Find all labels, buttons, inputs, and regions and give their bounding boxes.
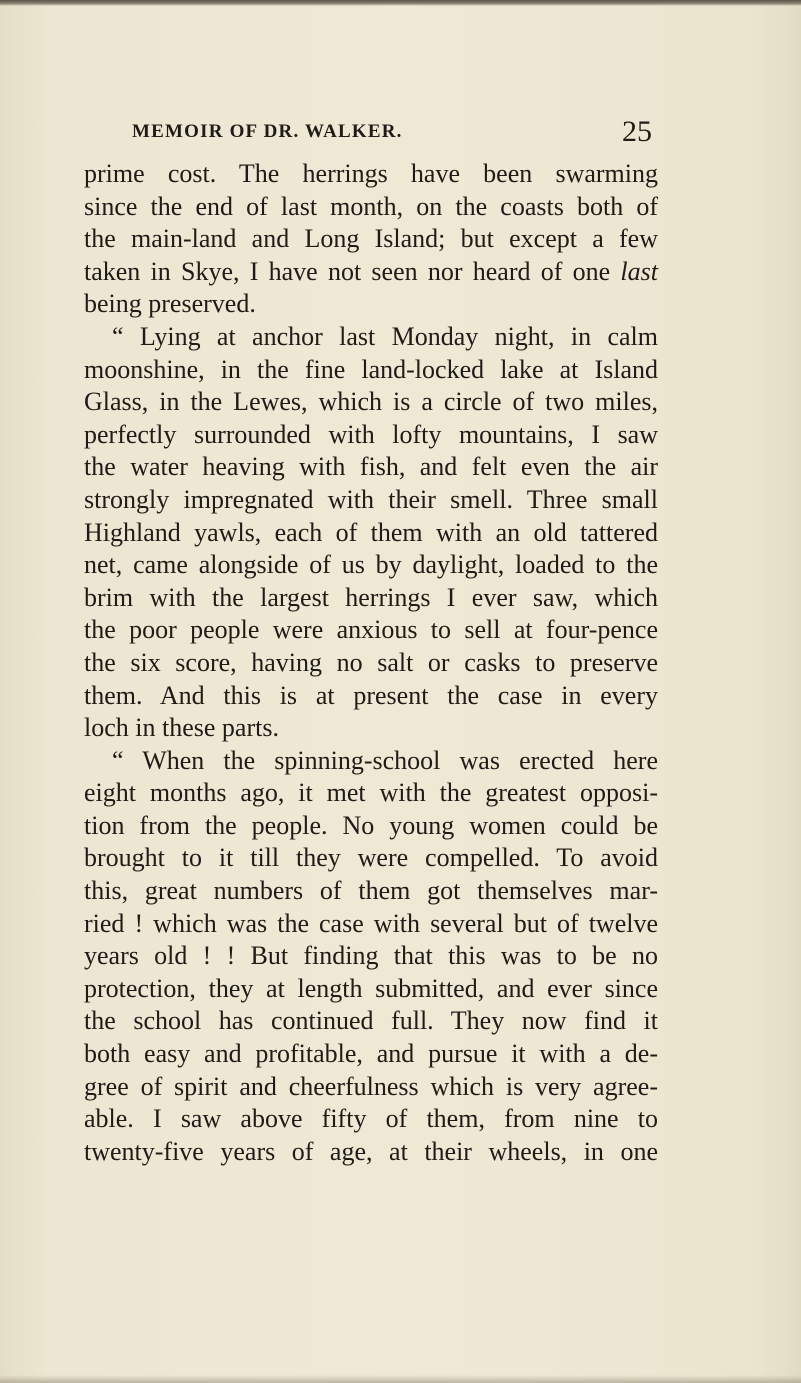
- page-number: 25: [622, 115, 652, 148]
- text-line-26: protection, they at length submitted, and ever since: [84, 973, 658, 1003]
- text-line-15: the poor people were anxious to sell at four-pence: [84, 615, 658, 645]
- text-line-30: able. I saw above fifty of them, from nine to: [84, 1104, 658, 1134]
- italic-word: last: [620, 256, 658, 286]
- text-line-9: perfectly surrounded with lofty mountains, I saw: [84, 419, 658, 449]
- body-text: [84, 158, 658, 1168]
- text-line-1: prime cost. The herrings have been swarming: [84, 159, 658, 188]
- running-title: MEMOIR OF DR. WALKER.: [132, 121, 403, 142]
- text-line-4: [84, 256, 658, 289]
- text-line-3: the main-land and Long Island; but except a few: [84, 224, 658, 254]
- text-line-11: strongly impregnated with their smell. Three small: [84, 484, 658, 514]
- page-top-edge: [0, 0, 801, 6]
- text-line-8: Glass, in the Lewes, which is a circle of two miles,: [84, 387, 658, 417]
- text-line-5: being preserved.: [84, 289, 256, 319]
- text-line-23: this, great numbers of them got themselves mar-: [84, 876, 658, 906]
- text-line-16: the six score, having no salt or casks to preserve: [84, 647, 658, 677]
- text-line-24: ried ! which was the case with several but of twelve: [84, 908, 658, 938]
- text-line-25: years old ! ! But finding that this was to be no: [84, 941, 658, 971]
- text-line-29: gree of spirit and cheerfulness which is very agree-: [84, 1071, 658, 1101]
- text-line-14: brim with the largest herrings I ever saw, which: [84, 582, 658, 612]
- text-line-7: moonshine, in the fine land-locked lake at Island: [84, 354, 658, 384]
- running-head: [132, 115, 652, 147]
- text-line-20: eight months ago, it met with the greatest opposi-: [84, 778, 658, 808]
- text-line-28: both easy and profitable, and pursue it with a de-: [84, 1039, 658, 1069]
- text-line-17: them. And this is at present the case in every: [84, 680, 658, 710]
- text-line-31: twenty-five years of age, at their wheels, in one: [84, 1136, 658, 1166]
- text-line-13: net, came alongside of us by daylight, loaded to the: [84, 550, 658, 580]
- text-line-10: the water heaving with fish, and felt even the air: [84, 452, 658, 482]
- text-line-12: Highland yawls, each of them with an old tattered: [84, 517, 658, 547]
- text-line-18: loch in these parts.: [84, 713, 279, 743]
- page-bottom-edge: [0, 1375, 801, 1383]
- text-line-22: brought to it till they were compelled. To avoid: [84, 843, 658, 873]
- text-line-19: “ When the spinning-school was erected here: [112, 745, 658, 775]
- text-line-21: tion from the people. No young women could be: [84, 810, 658, 840]
- text-line-27: the school has continued full. They now find it: [84, 1006, 658, 1036]
- text-line-6: “ Lying at anchor last Monday night, in calm: [112, 321, 658, 351]
- text-line-4-main: taken in Skye, I have not seen nor heard of one: [84, 256, 621, 286]
- text-line-2: since the end of last month, on the coasts both of: [84, 191, 658, 221]
